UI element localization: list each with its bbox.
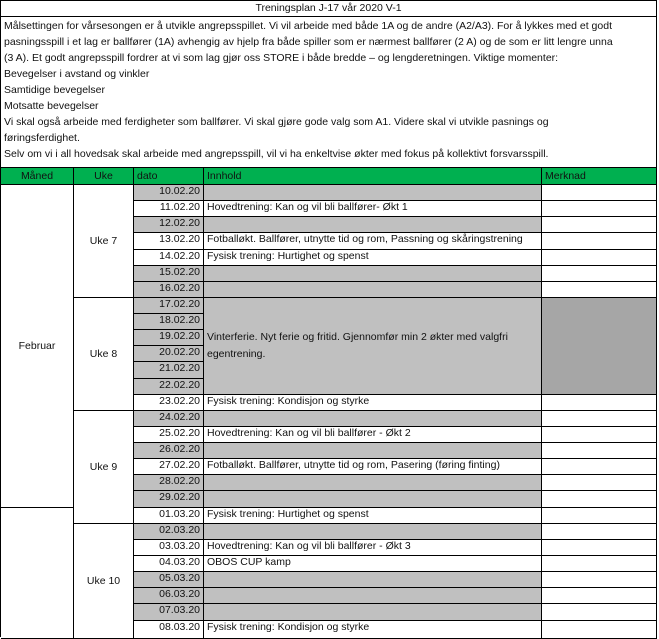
intro-line: Vi skal også arbeide med ferdigheter som ballfører. Vi skal gjøre gode valg som A1. Videre skal vi utvikle pasnings og	[4, 116, 549, 128]
date-cell: 06.03.20	[134, 588, 204, 604]
col-header-innhold: Innhold	[204, 168, 542, 185]
remark-cell	[542, 282, 657, 298]
content-cell	[204, 524, 542, 540]
remark-cell	[542, 266, 657, 282]
remark-cell	[542, 491, 657, 507]
date-cell: 23.02.20	[134, 395, 204, 411]
week-cell: Uke 8	[74, 298, 134, 411]
date-cell: 15.02.20	[134, 266, 204, 282]
content-cell: Fysisk trening: Kondisjon og styrke	[204, 395, 542, 411]
date-cell: 17.02.20	[134, 298, 204, 314]
remark-cell	[542, 443, 657, 459]
content-cell: Fysisk trening: Hurtighet og spenst	[204, 508, 542, 524]
content-cell	[204, 443, 542, 459]
remark-cell	[542, 459, 657, 475]
content-cell: Hovedtrening: Kan og vil bli ballfører - Økt 3	[204, 540, 542, 556]
content-cell	[204, 185, 542, 201]
date-cell: 08.03.20	[134, 621, 204, 639]
col-header-merknad: Merknad	[542, 168, 657, 185]
date-cell: 03.03.20	[134, 540, 204, 556]
intro-line: pasningsspill i et lag er ballfører (1A) avhengig av hjelp fra både spiller som er nærmest ballfører (2 A) og de som er litt lengre unna	[4, 36, 613, 48]
content-cell: Fotballøkt. Ballfører, utnytte tid og rom, Pasering (føring finting)	[204, 459, 542, 475]
remark-cell	[542, 411, 657, 427]
content-cell: Fotballøkt. Ballfører, utnytte tid og rom, Passning og skåringstrening	[204, 233, 542, 249]
remark-cell	[542, 524, 657, 540]
date-cell: 18.02.20	[134, 314, 204, 330]
content-cell	[204, 572, 542, 588]
content-cell: Fysisk trening: Hurtighet og spenst	[204, 250, 542, 266]
month-cell-empty	[1, 508, 74, 639]
date-cell: 19.02.20	[134, 330, 204, 346]
intro-line: Målsettingen for vårsesongen er å utvikle angrepsspillet. Vi vil arbeide med både 1A og de andre (A2/A3). For å lykkes med et godt	[4, 20, 612, 32]
content-cell: OBOS CUP kamp	[204, 556, 542, 572]
intro-line: Selv om vi i all hovedsak skal arbeide med angrepsspill, vil vi ha enkeltvise økter med fokus på kollektivt forsvarsspill.	[4, 148, 549, 160]
date-cell: 25.02.20	[134, 427, 204, 443]
remark-cell	[542, 588, 657, 604]
col-header-uke: Uke	[74, 168, 134, 185]
date-cell: 22.02.20	[134, 379, 204, 395]
week-cell: Uke 10	[74, 524, 134, 639]
content-cell	[204, 266, 542, 282]
remark-cell	[542, 185, 657, 201]
date-cell: 27.02.20	[134, 459, 204, 475]
date-cell: 05.03.20	[134, 572, 204, 588]
date-cell: 13.02.20	[134, 233, 204, 249]
date-cell: 21.02.20	[134, 362, 204, 378]
month-cell: Februar	[1, 185, 74, 508]
remark-cell	[542, 508, 657, 524]
content-cell	[204, 475, 542, 491]
remark-cell	[542, 556, 657, 572]
date-cell: 04.03.20	[134, 556, 204, 572]
remark-cell	[542, 475, 657, 491]
remark-cell	[542, 572, 657, 588]
remark-cell	[542, 540, 657, 556]
date-cell: 02.03.20	[134, 524, 204, 540]
content-cell: Fysisk trening: Kondisjon og styrke	[204, 621, 542, 639]
remark-cell	[542, 250, 657, 266]
date-cell: 10.02.20	[134, 185, 204, 201]
content-cell: Hovedtrening: Kan og vil bli ballfører - Økt 2	[204, 427, 542, 443]
remark-cell	[542, 233, 657, 249]
date-cell: 01.03.20	[134, 508, 204, 524]
remark-cell	[542, 604, 657, 620]
winter-break-remark	[542, 298, 657, 395]
content-cell	[204, 604, 542, 620]
content-cell	[204, 491, 542, 507]
date-cell: 28.02.20	[134, 475, 204, 491]
content-cell	[204, 411, 542, 427]
date-cell: 11.02.20	[134, 201, 204, 217]
intro-line: Samtidige bevegelser	[4, 84, 105, 96]
content-cell	[204, 282, 542, 298]
remark-cell	[542, 395, 657, 411]
intro-text	[0, 17, 657, 168]
intro-line: (3 A). Et godt angrepsspill fordrer at vi som lag gjør oss STORE i både bredde – og lengderetningen. Viktige momenter:	[4, 52, 559, 64]
date-cell: 20.02.20	[134, 346, 204, 362]
intro-line: Bevegelser i avstand og vinkler	[4, 68, 150, 80]
date-cell: 07.03.20	[134, 604, 204, 620]
content-cell	[204, 217, 542, 233]
remark-cell	[542, 621, 657, 639]
date-cell: 16.02.20	[134, 282, 204, 298]
date-cell: 26.02.20	[134, 443, 204, 459]
date-cell: 29.02.20	[134, 491, 204, 507]
content-cell	[204, 588, 542, 604]
content-cell: Hovedtrening: Kan og vil bli ballfører- Økt 1	[204, 201, 542, 217]
remark-cell	[542, 217, 657, 233]
date-cell: 24.02.20	[134, 411, 204, 427]
col-header-maned: Måned	[1, 168, 74, 185]
winter-break-text: egentrening.	[207, 347, 266, 360]
remark-cell	[542, 201, 657, 217]
intro-line: føringsferdighet.	[4, 132, 80, 144]
sheet-title: Treningsplan J-17 vår 2020 V-1	[0, 0, 657, 17]
remark-cell	[542, 427, 657, 443]
week-cell: Uke 9	[74, 411, 134, 524]
winter-break-cell	[204, 298, 542, 395]
winter-break-text: Vinterferie. Nyt ferie og fritid. Gjennomfør min 2 økter med valgfri	[207, 330, 508, 343]
col-header-dato: dato	[134, 168, 204, 185]
intro-line: Motsatte bevegelser	[4, 100, 99, 112]
week-cell: Uke 7	[74, 185, 134, 298]
date-cell: 14.02.20	[134, 250, 204, 266]
date-cell: 12.02.20	[134, 217, 204, 233]
